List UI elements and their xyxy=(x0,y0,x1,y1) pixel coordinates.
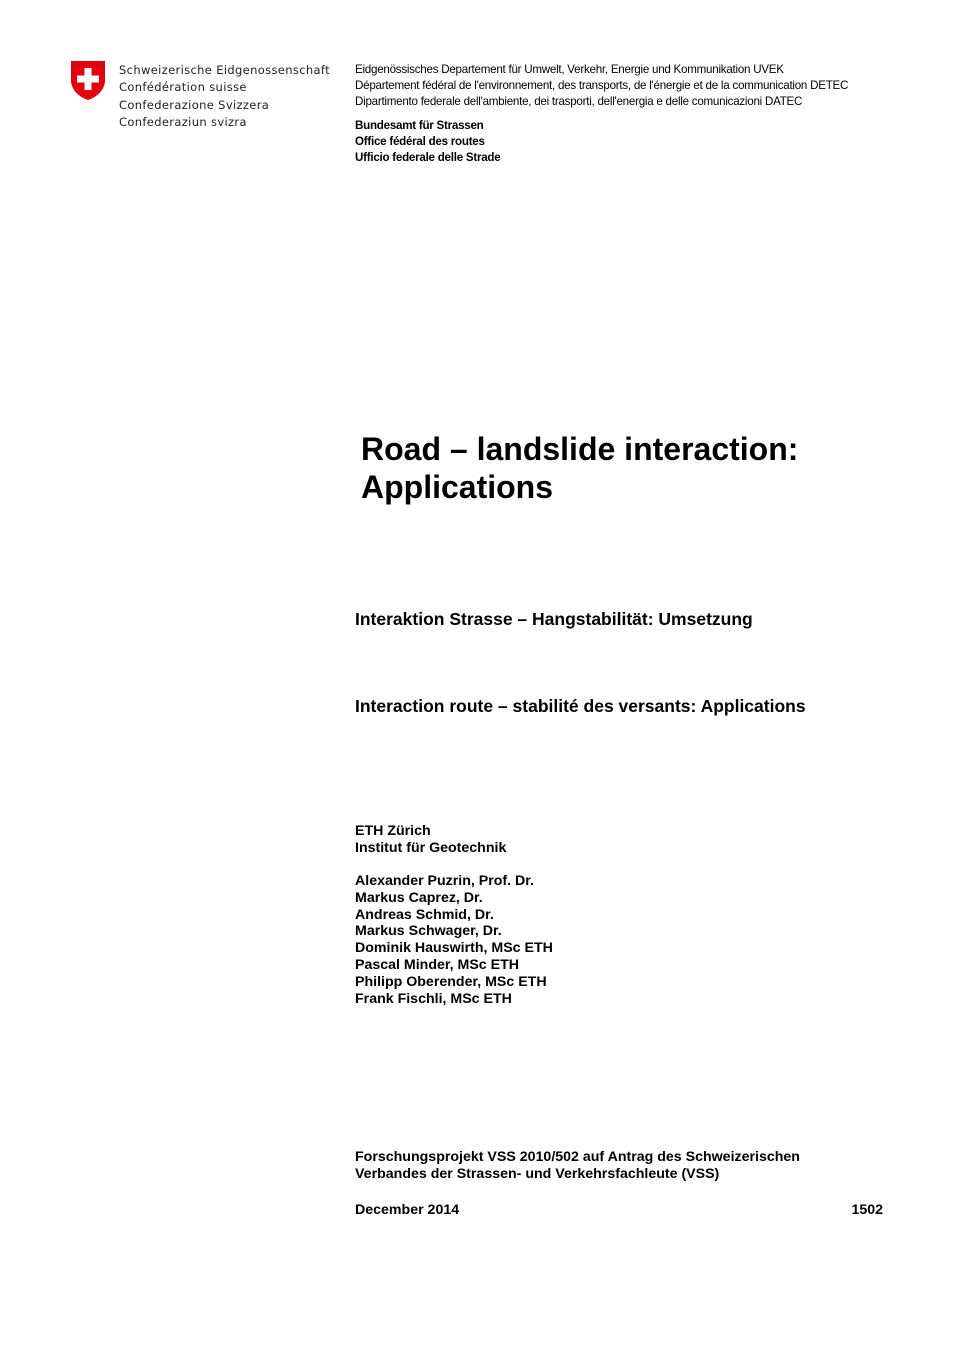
confederation-name-fr: Confédération suisse xyxy=(119,80,247,95)
research-project-line-1: Forschungsprojekt VSS 2010/502 auf Antrag des Schweizerischen xyxy=(355,1149,800,1165)
report-number: 1502 xyxy=(851,1202,883,1218)
institution-department: Institut für Geotechnik xyxy=(355,839,507,856)
research-project-line-2: Verbandes der Strassen- und Verkehrsfachleute (VSS) xyxy=(355,1165,720,1182)
confederation-name-rm: Confederaziun svizra xyxy=(119,114,247,129)
report-title-line-2: Applications xyxy=(361,469,554,505)
author: Frank Fischli, MSc ETH xyxy=(355,990,512,1007)
report-title xyxy=(361,430,798,506)
office-fr: Office fédéral des routes xyxy=(355,135,485,148)
author: Andreas Schmid, Dr. xyxy=(355,906,494,923)
institution-university: ETH Zürich xyxy=(355,823,431,839)
swiss-cross-shield-icon xyxy=(70,60,106,101)
department-header xyxy=(355,62,848,110)
institution xyxy=(355,823,506,857)
subtitle-german: Interaktion Strasse – Hangstabilität: Umsetzung xyxy=(355,609,753,629)
author: Markus Caprez, Dr. xyxy=(355,889,483,906)
department-de: Eidgenössisches Departement für Umwelt, Verkehr, Energie und Kommunikation UVEK xyxy=(355,63,784,76)
report-date: December 2014 xyxy=(355,1202,460,1218)
author: Dominik Hauswirth, MSc ETH xyxy=(355,940,553,957)
department-fr: Département fédéral de l'environnement, des transports, de l'énergie et de la communication DETEC xyxy=(355,79,849,92)
author: Philipp Oberender, MSc ETH xyxy=(355,973,547,990)
office-it: Ufficio federale delle Strade xyxy=(355,151,501,164)
author-list xyxy=(355,873,553,1007)
department-it: Dipartimento federale dell'ambiente, dei trasporti, dell'energia e delle comunicazioni DATEC xyxy=(355,95,803,108)
subtitle-french: Interaction route – stabilité des versants: Applications xyxy=(355,696,806,716)
confederation-name-de: Schweizerische Eidgenossenschaft xyxy=(119,63,330,77)
office-de: Bundesamt für Strassen xyxy=(355,119,484,132)
confederation-name-it: Confederazione Svizzera xyxy=(119,97,270,112)
research-project-note xyxy=(355,1149,800,1183)
confederation-names xyxy=(119,62,330,131)
author: Alexander Puzrin, Prof. Dr. xyxy=(355,873,534,889)
author: Markus Schwager, Dr. xyxy=(355,923,502,940)
author: Pascal Minder, MSc ETH xyxy=(355,956,520,973)
federal-office xyxy=(355,118,500,166)
report-title-line-1: Road – landslide interaction: xyxy=(361,431,799,467)
